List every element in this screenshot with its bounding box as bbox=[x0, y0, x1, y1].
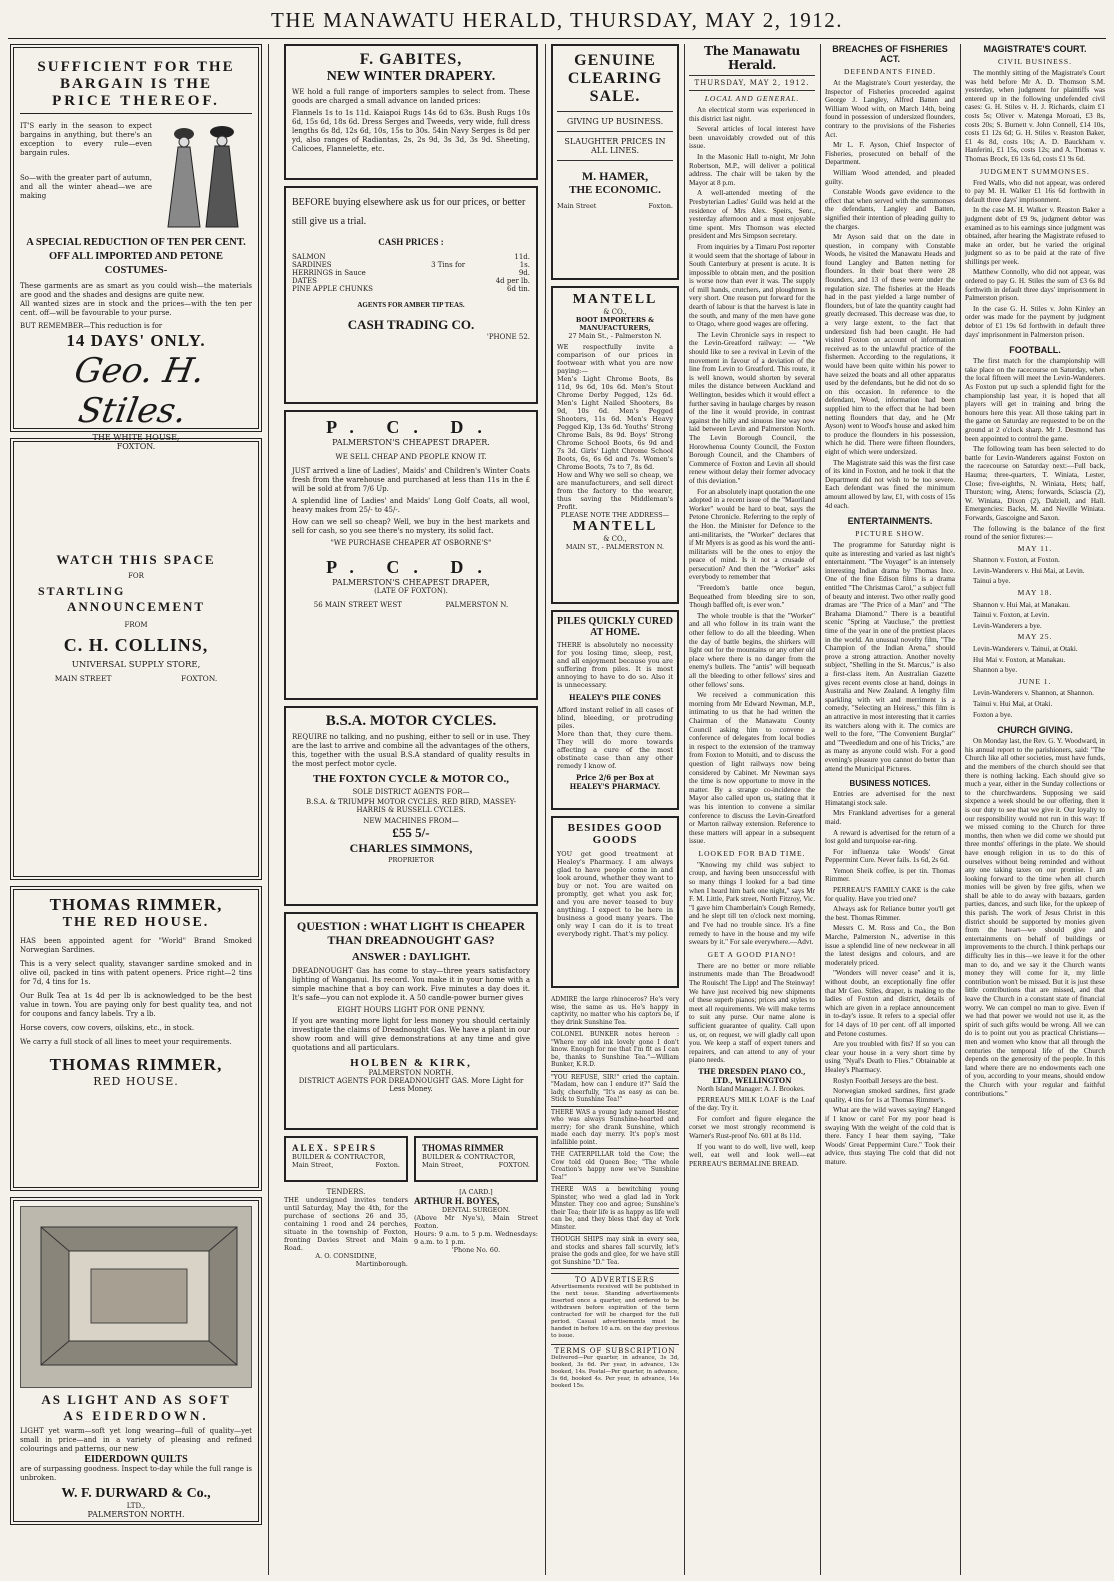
section-subheading: DEFENDANTS FINED. bbox=[844, 67, 936, 76]
football-article bbox=[965, 357, 1105, 541]
advert-text: YOU get good treatment at Healey's Pharmacy. I am always glad to have people come in and look around, whether they want to buy or not. You are waited on promptly, get what you ask for, and you are never teased to buy anything. I expect to be here in business a good many years. The only way I can do it is to treat everybody right. That's my policy. bbox=[557, 850, 673, 938]
article-paragraph: Roslyn Football Jerseys are the best. bbox=[833, 1076, 939, 1085]
fixture-date: MAY 11. bbox=[1017, 543, 1053, 553]
sunshine-tea-advert: THOUGH SHIPS may sink in every sea, and stocks and shares fall scurvily, let's praise the gods and glee, for we have still got Sunshine "D." Tea. bbox=[551, 1234, 679, 1269]
headline: GENUINE bbox=[574, 52, 656, 69]
price: Price 2/6 per Box at HEALEY'S PHARMACY. bbox=[569, 773, 661, 791]
advert-text: BEFORE buying elsewhere ask us for our prices, or better still give us a trial. bbox=[292, 197, 526, 227]
advert-text: PLEASE NOTE THE ADDRESS— bbox=[560, 511, 670, 519]
store-town: FOXTON. bbox=[181, 674, 218, 683]
section-heading: FOOTBALL. bbox=[1009, 345, 1061, 356]
advert-text: HAS been appointed agent for "World" Brand Smoked Norwegian Sardines. bbox=[20, 937, 252, 954]
article-paragraph: For an absolutely inapt quotation the one adopted in a recent issue of the "Maoriland Worker" would be hard to beat, says the Petone Chronicle. Referring to the reply of the Hon. the Minister for Defence to the anti-militarists, the "Worker" declares that if Mr Myers is as good as his word the anti-militarists will be the ones to enjoy the peace of mind. Is it not a crusade of persecution? And then the "Worker" asks everybody to remember that bbox=[689, 487, 815, 582]
dreadnought-gas-advert bbox=[284, 912, 538, 1130]
item-price: 1s. bbox=[519, 261, 530, 269]
notice-heading: TO ADVERTISERS bbox=[551, 1273, 679, 1284]
merchant-name: THOMAS RIMMER bbox=[422, 1143, 504, 1153]
mantell-advert bbox=[551, 286, 679, 604]
section-subheading: PICTURE SHOW. bbox=[855, 529, 925, 539]
price-list bbox=[292, 253, 530, 293]
article-paragraph: In the case G. H. Stiles v. John Kinley an order was made for the payment by judgment debtor of £1 19s 6d forthwith in default three days' imprisonment in Palmerston prison. bbox=[965, 304, 1105, 339]
store-town: PALMERSTON NORTH. bbox=[368, 1069, 454, 1077]
item-price: 11d. bbox=[514, 253, 530, 261]
advert-text: WE hold a full range of importers samples to select from. These goods are charged a small advance on landed prices: bbox=[292, 88, 530, 105]
item-price: 4d per lb. bbox=[495, 277, 530, 285]
headline: B.S.A. MOTOR CYCLES. bbox=[325, 713, 497, 729]
fixture-game: Tainui v. Foxton, at Levin. bbox=[973, 611, 1050, 620]
article-paragraph: At the Magistrate's Court yesterday, the Inspector of Fisheries proceeded against George J. Langley, Alfred Batten and William Wood with, on March 14th, being found in possession of undersized flounders, contrary to the provisions of the Fisheries Act. bbox=[825, 79, 955, 139]
item-name: SARDINES bbox=[292, 261, 332, 269]
bsa-advert bbox=[284, 706, 538, 906]
article-paragraph: The following team has been selected to do battle for Levin-Wanderers against Foxton on the racecourse on Saturday next:—Full back, Hauma; three-quarters, T. Winiata, Lester, Close; five-eighths, N. Winiata, Hets; half, Thurston; wing, Atens; forwards, Sciascia (2), W. Winiata, Dixon (2), Dalziell, and Hall. Emergencies: Backs, M. and Neville Winiata. Forwards, Gascoigne and Saxon. bbox=[965, 445, 1105, 522]
price-row bbox=[292, 269, 530, 277]
sunshine-tea-adverts bbox=[551, 994, 679, 1269]
merchant-name: THOMAS RIMMER, bbox=[49, 1055, 223, 1074]
product-name: EIDERDOWN QUILTS bbox=[84, 1454, 188, 1465]
column-5 bbox=[825, 44, 955, 1575]
advert-text: DENTAL SURGEON. bbox=[441, 1206, 511, 1214]
store-street: Main Street bbox=[557, 202, 597, 210]
fixture-game: Levin-Wanderers a bye. bbox=[973, 621, 1042, 630]
boyes-card bbox=[414, 1188, 538, 1268]
store-street: MAIN ST., - PALMERSTON N. bbox=[565, 543, 665, 551]
durward-advert bbox=[10, 1197, 262, 1525]
column-divider bbox=[545, 44, 546, 1575]
column-divider bbox=[960, 44, 961, 1575]
headline: STARTLING bbox=[38, 584, 126, 598]
signatory-town: Martinborough. bbox=[355, 1260, 408, 1268]
advert-text: Flannels 1s to 1s 11d. Kaiapoi Rugs 14s 6d to 63s. Bush Rugs 10s 6d, 15s 6d, 18s 6d. Dress Serges and Tweeds, very wide, full dress lengths 6s 8d, 12s 6d, 10s, 15s to 30s. 54in Navy Serges is 8d per yd, also ranges of Radiantas, 2s, 2s 9d, 3s 3d, 3s 9d. Sheeting, Calicoes, Flannelette, etc. bbox=[292, 109, 530, 153]
advert-text: DREADNOUGHT Gas has come to stay—three years satisfactory lighting of Wanganui. Its record. You make it in your home with a simple machine that a boy can work. Five minutes a day does it. It's safe—you can not explode it. A 50 candle-power burner gives bbox=[292, 967, 530, 1002]
store-name: RED HOUSE. bbox=[93, 1075, 179, 1088]
article-paragraph: Entries are advertised for the next Himatangi stock sale. bbox=[825, 790, 955, 807]
store-town: PALMERSTON N. bbox=[445, 601, 509, 609]
article-paragraph: Messrs C. M. Ross and Co., the Bon Marche, Palmerston N., advertise in this issue a splendid line of new neckwear in all the latest designs and colours, and are moderately priced. bbox=[825, 924, 955, 967]
headline: BESIDES GOOD GOODS bbox=[567, 822, 663, 846]
article-paragraph: Matthew Connolly, who did not appear, was ordered to pay G. H. Stiles the sum of £3 6s 8d forthwith in default three days' imprisonment in Palmerston prison. bbox=[965, 268, 1105, 303]
article-paragraph: We received a communication this morning from Mr Edward Newman, M.P., intimating to us that he had written the Chairman of the Manawatu County Council asking him to convene a conference of delegates from local bodies in respect to the extension of the tramway from Foxton to Motuiti, and to discuss the question of light railways now being considered by Cabinet. Mr Newman says the time is now opportune to move in the matter. By a strange co-incidence the Mayor also called upon us, stating that it was his intention to convene a similar conference to discuss the Levin-Greatford or Marton railway extension. Reference to these matters will appear in a subsequent issue. bbox=[689, 691, 815, 846]
advert-text: BOOT IMPORTERS & MANUFACTURERS, bbox=[575, 316, 655, 332]
article-paragraph: Constable Woods gave evidence to the effect that when served with the summonses the defendants, Langley and Batten, signified their intention of pleading guilty to the charges. bbox=[825, 188, 955, 231]
healey-piles-advert bbox=[551, 610, 679, 810]
advert-text: A splendid line of Ladies' and Maids' Long Golf Coats, all wool, heavy makes from 25/- to 45/-. bbox=[292, 497, 530, 514]
advert-text: PALMERSTON'S CHEAPEST DRAPER, bbox=[332, 578, 490, 587]
section-heading: GET A GOOD PIANO! bbox=[707, 949, 797, 959]
price-row bbox=[292, 253, 530, 261]
column-2 bbox=[284, 44, 538, 1575]
article-paragraph: A reward is advertised for the return of a lost gold and turquoise ear-ring. bbox=[825, 828, 955, 846]
article-paragraph: For influenza take Woods' Great Peppermint Cure. Never fails. 1s 6d, 2s 6d. bbox=[825, 847, 955, 865]
article-paragraph: What are the wild waves saying? Hanged if I know or care! For my poor head is swaying With the weight of the cold that is there. Fancy I hear them saying, "Take Woods' Great Peppermint Cure." Took their advice, thus staying The cold that did not mature. bbox=[825, 1106, 955, 1166]
merchant-name: P. C. D. bbox=[326, 417, 496, 437]
advert-text: B.S.A. & TRIUMPH MOTOR CYCLES. RED BIRD, MASSEY-HARRIS & RUSSELL CYCLES. bbox=[306, 798, 516, 814]
advert-text: (LATE OF FOXTON). bbox=[374, 587, 448, 595]
offer-duration: 14 DAYS' ONLY. bbox=[66, 331, 206, 350]
advert-text: Afford instant relief in all cases of blind, bleeding, or protruding piles. bbox=[557, 706, 673, 730]
headline: SALE. bbox=[589, 88, 641, 105]
masthead: THE MANAWATU HERALD, THURSDAY, MAY 2, 1912. bbox=[271, 8, 843, 32]
notice-text: Advertisements received will be published in the next issue. Standing advertisements inserted once a quarter, and ordered to be withdrawn before expiration of the term contracted for will be charged for the full period. Casual advertisements must be handed in before 10 a.m. on the day previous to issue. bbox=[551, 1284, 679, 1339]
fixture-date: MAY 25. bbox=[1017, 632, 1053, 642]
merchant-name: P. C. D. bbox=[326, 557, 496, 577]
headline: AS EIDERDOWN. bbox=[63, 1408, 209, 1423]
merchant-name: M. HAMER, bbox=[581, 169, 649, 183]
merchant-name: F. GABITES, bbox=[359, 51, 463, 68]
fixture-date: MAY 18. bbox=[1017, 588, 1053, 598]
section-subheading: CIVIL BUSINESS. bbox=[998, 57, 1072, 66]
item-quantity bbox=[421, 277, 475, 285]
advert-text: WE respectfully invite a comparison of our prices in footwear with what you are now paying:— bbox=[557, 343, 673, 375]
article-paragraph: Yemon Sheik coffee, is per tin. Thomas Rimmer. bbox=[825, 866, 955, 884]
price-row bbox=[292, 261, 530, 269]
notice-text: Delivered—Per quarter, in advance, 3s 3d, booked, 3s 6d. Per year, in advance, 13s booked, 14s. Postal—Per quarter, in advance, 3s 6d, booked 4s. Per year, in advance, 14s booked 15s. bbox=[551, 1355, 679, 1389]
section-heading: MAGISTRATE'S COURT. bbox=[983, 44, 1087, 54]
headline: NEW WINTER DRAPERY. bbox=[326, 69, 496, 84]
advert-text: FROM bbox=[124, 621, 148, 629]
headline: SUFFICIENT FOR THE bbox=[37, 59, 235, 75]
sunshine-tea-advert: ADMIRE the large rhinoceros? He's very wise, the same as us. He's happy in captivity, no matter who his captors be, if they drink Sunshine Tea. bbox=[551, 994, 679, 1029]
fixture-date: JUNE 1. bbox=[1018, 676, 1052, 686]
advert-text: GIVING UP BUSINESS. bbox=[566, 117, 664, 126]
judgment-summonses bbox=[965, 179, 1105, 340]
article-paragraph: Mrs Frankland advertises for a general maid. bbox=[825, 809, 955, 826]
sunshine-tea-advert: THE CATERPILLAR told the Cow; the Cow told old Queen Bee; "The whole Creation's happy now we've Sunshine Tea!" bbox=[551, 1149, 679, 1184]
article-paragraph: The first match for the championship will take place on the racecourse on Saturday, when the local fifteen will meet the Levin-Wanderers. As Foxton put up such a splendid fight for the championship last year, it is hoped that all players will get in training and bring the honours here this year. All those taking part in the game on Saturday are requested to be on the ground at 2 o'clock sharp. Mr J. Desmond has been appointed to control the game. bbox=[965, 357, 1105, 443]
advert-text: BUILDER & CONTRACTOR, bbox=[292, 1153, 386, 1161]
fixture-game: Hui Mai v. Foxton, at Manakau. bbox=[973, 655, 1066, 664]
price-row bbox=[292, 277, 530, 285]
column-4 bbox=[689, 44, 815, 1575]
price-row bbox=[292, 285, 530, 293]
merchant-name: MANTELL bbox=[572, 292, 658, 307]
offer-headline: A SPECIAL REDUCTION OF TEN PER CENT. OFF ALL IMPORTED AND PETONE COSTUMES- bbox=[26, 237, 246, 276]
advert-text: We carry a full stock of all lines to meet your requirements. bbox=[20, 1038, 232, 1046]
advert-text: NEW MACHINES FROM— bbox=[363, 817, 459, 825]
article-paragraph: The programme for Saturday night is quite as interesting and varied as last night's entertainment. "The Voyager" is an intensely interesting Indian drama by Thomas Ince. One of the fine Edison films is a drama entitled "The Christmas Carol," a subject full of beauty and interest. Two other really good dramas are "The Price of a Man" and "The Brahama Diamond." There is a beautiful scenic "Spring at Vaucluse," the prettiest time of the year in one of the prettiest places in the world. An unusual novelty film, "The Champion of the Indian Arena," should prove a strong attraction. Another novelty subject, "Shelling in the St. Marcus," is also a first-class item. An Australian Gazette gives recent events close at hand, doings in Australia and New Zealand. A lengthy film sparkling with wit and merriment is a comedy, "Selecting an Heiress," this film is an attractive in most interesting that it carries its watchers along with it. The comics are well to the fore, "The Convenient Burglar" and "Tweedledum and one of his Tricks," are as many as anyone could wish. For a good evening's pleasure you cannot do better than attend the Municipal Pictures. bbox=[825, 541, 955, 773]
advert-text: are of surpassing goodness. Inspect to-day while the full range is unbroken. bbox=[20, 1465, 252, 1482]
headline: AS LIGHT AND AS SOFT bbox=[41, 1392, 231, 1407]
headline: CLEARING bbox=[567, 70, 663, 87]
tagline: "WE PURCHASE CHEAPER AT OSBORNE'S" bbox=[330, 539, 492, 547]
column-1 bbox=[10, 44, 262, 1575]
fixture-game: Shannon v. Hui Mai, at Manakau. bbox=[973, 600, 1070, 609]
subscription-notice bbox=[551, 1344, 679, 1390]
headline: PILES QUICKLY CURED AT HOME. bbox=[557, 616, 673, 638]
column-divider bbox=[684, 44, 685, 1575]
cash-trading-advert bbox=[284, 186, 538, 404]
fixture-game: Levin-Wanderers v. Hui Mai, at Levin. bbox=[973, 566, 1085, 575]
eiderdown-illustration bbox=[20, 1206, 252, 1388]
advert-text: SLAUGHTER PRICES IN ALL LINES. bbox=[564, 137, 666, 155]
store-street: Main Street, bbox=[292, 1161, 334, 1169]
article-paragraph: Fred Walls, who did not appear, was ordered to pay M. H. Walker £1 16s 6d forthwith in default three days' imprisonment. bbox=[965, 178, 1105, 204]
store-town: FOXTON. bbox=[498, 1161, 530, 1169]
advert-text: More than that, they cure them. They will do more towards affecting a cure of the most obstinate case than any other remedy I know of. bbox=[557, 730, 673, 770]
notice-text: THE undersigned invites tenders until Saturday, May the 4th, for the purchase of sections 26 and 35, containing 1 rood and 24 perches, situate in the township of Foxton, fronting Davies Street and Main Road. bbox=[284, 1196, 408, 1252]
advert-text: LIGHT yet warm—soft yet long wearing—full of quality—yet small in price—and in a variety of pleasing and refined colourings and patterns, our new bbox=[20, 1427, 252, 1453]
product-name: HEALEY'S PILE CONES bbox=[569, 693, 661, 702]
advert-text: & CO., bbox=[603, 308, 627, 316]
article-paragraph: The whole trouble is that the "Worker" and all who follow in its train want the other fellow to do all the bleeding. When the day of battle begins, the shirkers will light out for the mountains or any other old place where there is no danger from the enemy's bullets. The "antis" will bequeath all the bleeding to other fellows' sires and other fellows' sons. bbox=[689, 611, 815, 689]
merchant-name: THE FOXTON CYCLE & MOTOR CO., bbox=[312, 773, 510, 785]
advert-text: IT'S early in the season to expect bargains in anything, but there's an exception to every rule—even bargain rules. bbox=[20, 122, 152, 157]
article-paragraph: On Monday last, the Rev. G. Y. Woodward, in his annual report to the parishioners, said: "The Church like all other societies, must have funds, and the members of the church should see that there is nothing lacking. Each should give so much a year, either in the Sunday collections or to the churchwardens. Supposing we said sixpence a week should be our offering, then it is our duty to see that we give it. Our loyalty to our responsibility would not run in this way: If we missed coming to the Church for three months, then when we did come we should put three months' offerings in the plate. We should have enough religion in us to do this of ourselves without being reminded and without any one taking taxes on our promise. I am looking forward to the time when all church monies will be given by free gifts, when we shall be able to do away with bazaars, garden parties, dances, and such like, for the upkeep of this parish. The work of Jesus Christ in this district should be supported by monies given from the heart—we should give and entertainments on behalf of buildings or improvements to the church. I think perhaps our difficulty lies in this—we leave it for the other man to do, and we say it the Church wants money they will come for it, my little contribution won't be missed. But it is just these little contributions that are missed, and that leave the Church in a constant state of financial worry. We can compel no man to give. Even if we had that power we would not use it, as the spirit of such gifts would be wrong. All we can do is to point out you as practical Christians—men and women who know that all through the centuries the temporal life of the Church depends on the generosity of the people. In this land where there are no endowments each one of you, according to your means, should endow the Church with your regular and faithful contributions." bbox=[965, 737, 1105, 1098]
item-name: SALMON bbox=[292, 253, 326, 261]
newspaper-title: The Manawatu Herald. bbox=[704, 44, 800, 72]
merchant-name: CASH TRADING CO. bbox=[347, 317, 475, 332]
rimmer-builder-card bbox=[414, 1136, 538, 1182]
fixture-game: Levin-Wanderers v. Tainui, at Otaki. bbox=[973, 645, 1078, 654]
article-paragraph: PERREAU'S FAMILY CAKE is the cake for quality. Have you tried one? bbox=[825, 886, 955, 903]
advert-text: If you are wanting more light for less money you should certainly investigate the claims of Dreadnought Gas. We have a plant in our show room and will give demonstrations at any time and give quotations and all particulars. bbox=[292, 1017, 530, 1052]
fixture-game: Levin-Wanderers v. Shannon, at Shannon. bbox=[973, 689, 1094, 698]
store-town: Foxton. bbox=[648, 202, 673, 210]
price: £55 5/- bbox=[392, 825, 430, 840]
business-notices bbox=[825, 790, 955, 1166]
fixture-game: Shannon a bye. bbox=[973, 666, 1018, 675]
article-paragraph: From inquiries by a Timaru Post reporter it would seem that the shortage of labour in South Canterbury at present is acute. It is impossible to obtain men, and the position is worse now than ever it was. The supply of mill hands, crutchers, and ploughmen is very short. One reason put forward for the dearth of labour is that the harvest is late in the south, and many of the men have gone to Otago, where good wages are offering. bbox=[689, 242, 815, 329]
advert-text: FOR bbox=[128, 572, 144, 580]
item-quantity bbox=[421, 253, 475, 261]
advert-text: SOLE DISTRICT AGENTS FOR— bbox=[352, 788, 470, 796]
item-name: PINE APPLE CHUNKS bbox=[292, 285, 373, 293]
column-divider bbox=[268, 44, 269, 1575]
item-price: 6d tin. bbox=[507, 285, 530, 293]
article-paragraph: Are you troubled with fits? If so you can clear your house in a very short time by using "Nyal's Death to Flies." Obtainable at Healey's Pharmacy. bbox=[825, 1040, 955, 1074]
section-heading: ENTERTAINMENTS. bbox=[847, 516, 933, 527]
fisheries-article bbox=[825, 79, 955, 510]
advert-text: Horse covers, cow covers, oilskins, etc., in stock. bbox=[20, 1024, 195, 1032]
store-street: (Above Mr Nye's), Main Street Foxton. bbox=[414, 1214, 538, 1230]
advert-text: DISTRICT AGENTS FOR DREADNOUGHT GAS. More Light for Less Money. bbox=[298, 1077, 524, 1093]
section-heading: BREACHES OF FISHERIES ACT. bbox=[832, 44, 948, 64]
headline: PRICE THEREOF. bbox=[20, 93, 252, 114]
item-price: 9d. bbox=[518, 269, 530, 277]
article-paragraph: Mr Ayson said that on the date in question, in company with Constable Woods, he visited the Manawatu Heads and found Langley and Batten netting for flounders. In their boat there were 28 flounders, and 13 of these were under the regulation size. The fisheries at the Heads had in the past yielded a large number of flounders, but of late the quantity caught had greatly decreased. This decrease was due, to a very large extent, to the fact that undersized fish had been caught. He had visited Foxton on account of information received as to the unlawful practice of the fishermen. According to the regulations, it would have been quite within his power to have seized the boats and all other apparatus used by the defendants, but he did not do so on this occasion. In reference to the defendant, Wood, information had been supplied him to the effect that he had been netting flounders that day, and he (Mr Ayson) went to Wood's house and asked him to produce the flounders in his possession, which he did. There were fifteen flounders, eight of which were undersized. bbox=[825, 233, 955, 456]
store-town: PALMERSTON NORTH. bbox=[87, 1510, 185, 1519]
gabites-advert bbox=[284, 44, 538, 180]
advert-text: BUT REMEMBER—This reduction is for bbox=[20, 322, 163, 330]
store-name: THE ECONOMIC. bbox=[569, 184, 661, 196]
tagline: WE SELL CHEAP AND PEOPLE KNOW IT. bbox=[335, 453, 487, 461]
costume-illustration bbox=[152, 122, 252, 232]
headline: ANSWER : DAYLIGHT. bbox=[351, 951, 471, 963]
section-heading: LOCAL AND GENERAL. bbox=[704, 94, 800, 103]
article-paragraph: There are no better or more reliable instruments made than The Broadwood! The Rouisch! The Lipp! and The Steinway! We have just received big new shipments of these superb pianos; prices and styles to meet all requirements. We will make terms to suit any purse. Our name alone is sufficient guarantee of quality. Call upon us, or, on request, we will gladly call upon you. We keep a staff of expert tuners and repairers, and can attend to any of your piano needs. bbox=[689, 961, 815, 1065]
advert-text: AGENTS FOR AMBER TIP TEAS. bbox=[357, 301, 465, 309]
advert-text: This is a very select quality, stavanger sardine smoked and in olive oil, packed in tins with patent openers. Price right—2 tins for 7d, 4 tins for 1s. bbox=[20, 960, 252, 986]
advert-text: LTD., bbox=[126, 1502, 146, 1510]
store-name: THE RED HOUSE. bbox=[62, 915, 210, 930]
article-paragraph: North Island Manager: A. J. Brookes. bbox=[697, 1084, 805, 1093]
rimmer-advert bbox=[10, 886, 262, 1191]
notice-heading: TENDERS. bbox=[326, 1188, 366, 1196]
advert-text: All wanted sizes are in stock and the prices—with the ten per cent. off—will be favourable to your purse. bbox=[20, 300, 252, 317]
sunshine-tea-advert: "YOU REFUSE, SIR!" cried the captain. "Madam, how can I endure it?" Said the lady, cheerfully, "It's as easy as can be. Stick to Sunshine Tea!" bbox=[551, 1072, 679, 1107]
article-paragraph: In the case M. H. Walker v. Reaston Baker a judgment debt of £9 9s, judgment debtor was examined as to his earnings since judgment was obtained, after hearing the Magistrate refused to make an order, but he varied the original judgment so as to be paid at the rate of five shillings per week. bbox=[965, 206, 1105, 266]
item-name: DATES bbox=[292, 277, 317, 285]
store-town: FOXTON. bbox=[116, 442, 156, 451]
store-street: Main Street, bbox=[422, 1161, 464, 1169]
advert-text: BUILDER & CONTRACTOR, bbox=[422, 1153, 516, 1161]
merchant-name: THOMAS RIMMER, bbox=[49, 895, 223, 914]
store-name: UNIVERSAL SUPPLY STORE, bbox=[71, 660, 201, 670]
pcd-advert bbox=[284, 410, 538, 700]
masthead-rule bbox=[8, 38, 1106, 39]
merchant-name: W. F. DURWARD & Co., bbox=[61, 1486, 211, 1501]
article-paragraph: "Freedom's battle once begun, Bequeathed from bleeding sire to son, Though baffled oft, is ever won." bbox=[689, 584, 815, 610]
merchant-name: MANTELL bbox=[572, 519, 658, 534]
merchant-name: HOLBEN & KIRK, bbox=[350, 1057, 472, 1069]
advert-text: PROPRIETOR bbox=[388, 856, 434, 864]
article-paragraph: The following is the balance of the first round of the senior fixtures:— bbox=[965, 524, 1105, 542]
advert-text: How and Why we sell so cheap, we are manufacturers, and sell direct from the factory to the wearer, thus saving the Middleman's Profit. bbox=[557, 471, 673, 511]
sunshine-tea-advert: THERE WAS a young lady named Hester, who was always Sunshine-hearted and merry; for she drank Sunshine, which made each day merry. It's pop's most infallible point. bbox=[551, 1107, 679, 1150]
article-paragraph: "Wonders will never cease" and it is, without doubt, an exceptionally fine offer that Mr Geo. Stiles, draper, is making to the ladies of Foxton and district, details of which are given in a replace announcement in to-day's issue. It refers to a special offer for 14 days of 10 per cent. off all imported and Petone costumes. bbox=[825, 969, 955, 1038]
local-news bbox=[689, 106, 815, 846]
advert-text: [A CARD.] bbox=[459, 1188, 493, 1196]
section-heading: CHURCH GIVING. bbox=[997, 725, 1073, 736]
advert-text: & CO., bbox=[603, 535, 627, 543]
merchant-name: ALEX. SPEIRS bbox=[292, 1143, 378, 1153]
hamer-advert bbox=[551, 44, 679, 280]
article-paragraph: A well-attended meeting of the Presbyterian Ladies' Guild was held at the residence of Mrs Alex. Speirs, Senr., yesterday afternoon and a most enjoyable time spent. Mrs Thomson was elected president and Mrs Simpson secretary. bbox=[689, 189, 815, 241]
phone-number: 'Phone No. 60. bbox=[451, 1246, 501, 1254]
item-quantity bbox=[421, 285, 475, 293]
merchant-name: ARTHUR H. BOYES, bbox=[414, 1196, 500, 1206]
collins-advert bbox=[10, 438, 262, 880]
stiles-advert bbox=[10, 44, 262, 451]
article-paragraph: Several articles of local interest have been unavoidably crowded out of this issue. bbox=[689, 125, 815, 151]
column-6 bbox=[965, 44, 1105, 1575]
article-paragraph: William Wood attended, and pleaded guilty. bbox=[825, 168, 955, 186]
column-divider bbox=[820, 44, 821, 1575]
advert-text: REQUIRE no talking, and no pushing, either to sell or in use. They are the last to arrive and combine all the advantages of the others, this, together with the usual B.S.A standard of quality results in the most perfect motor cycle. bbox=[292, 733, 530, 768]
section-subheading: JUDGMENT SUMMONSES. bbox=[980, 166, 1090, 176]
item-quantity: 3 Tins for bbox=[431, 261, 466, 269]
phone-number: 'PHONE 52. bbox=[486, 333, 530, 341]
store-name: THE WHITE HOUSE, bbox=[92, 433, 180, 442]
sunshine-tea-advert: COLONEL BUNKER notes hereon : "Where my old ink lovely gone I don't know. Enough for me that I'm fit as I can be, thanks to Sunshine Tea."—William Bunker, K.R.D. bbox=[551, 1029, 679, 1072]
article-paragraph: "Knowing my child was subject to croup, and having been unsuccessful with so many things I looked for a bad time when I heard him bark one night," says Mr F. M. Little, Park street, North Fitzroy, Vic. "I gave him Chamberlain's Cough Remedy, and he slept till ten o'clock next morning, and I've had no trouble since. It's a fine remedy to have in the house and my wife swears by it." For sale everywhere.—Advt. bbox=[689, 860, 815, 947]
healey-goods-advert bbox=[551, 816, 679, 988]
issue-date: THURSDAY, MAY 2, 1912. bbox=[694, 79, 810, 87]
signature: Geo. H. Stiles. bbox=[71, 351, 208, 431]
article-paragraph: Always ask for Reliance butter you'll get the best. Thomas Rimmer. bbox=[825, 905, 955, 922]
article-paragraph: The Magistrate said this was the first case of its kind in Foxton, and he took it that the Department did not wish to be too severe. Each defendant was fined the minimum amount allowed by law, £1, with costs of 15s 4d each. bbox=[825, 458, 955, 510]
advert-text: So—with the greater part of autumn, and all the winter ahead—we are making bbox=[20, 174, 152, 200]
article-paragraph: Mr L. F. Ayson, Chief Inspector of Fisheries, prosecuted on behalf of the Department. bbox=[825, 141, 955, 167]
article-paragraph: For comfort and figure elegance the corset we most strongly recommend is Warner's Rust-proof No. 601 at 8s 11d. bbox=[689, 1114, 815, 1140]
advert-text: THERE is absolutely no necessity for you losing time, sleep, rest, and all enjoyment because you are suffering from piles. It is most annoying to have to do so. Also it is unnecessary. bbox=[557, 641, 673, 689]
article-paragraph: In the Masonic Hall to-night, Mr John Robertson, M.P., will deliver a political address. The chair will be taken by the Mayor at 8 p.m. bbox=[689, 152, 815, 187]
column-3 bbox=[551, 44, 679, 1575]
item-name: HERRINGS in Sauce bbox=[292, 269, 366, 277]
headline: QUESTION : WHAT LIGHT IS CHEAPER THAN DREADNOUGHT GAS? bbox=[296, 919, 526, 947]
advert-text: Men's Light Chrome Boots, 8s 11d, 9s 6d, 10s 6d. Men's Stout Chrome Derby Pegged, 12s 6d. Men's Light Nailed Shooters, 8s 9d, 10s 6d. Men's Pegged Shooters, 11s 6d. Men's Heavy Pegged Kip, 13s 6d. Youths' Strong Chrome Bals, 8s 9d. Boys' Strong Chrome School Boots, 6s 9d and 7s 3d. Girls' Light Chrome School Boots, 6s, 6s 6d and 7s. Women's Chrome Boots, 7s to 7, 8s 6d. bbox=[557, 375, 673, 471]
store-town: Foxton. bbox=[375, 1161, 400, 1169]
signatory: A. O. CONSIDINE, bbox=[315, 1252, 377, 1260]
headline: WATCH THIS SPACE bbox=[56, 552, 216, 567]
speirs-card bbox=[284, 1136, 408, 1182]
advert-text: How can we sell so cheap? Well, we buy in the best markets and sell for cash, so you see there's no mystery, its solid fact. bbox=[292, 518, 530, 535]
headline: ANNOUNCEMENT bbox=[66, 599, 206, 614]
fixture-list bbox=[965, 545, 1105, 720]
price-list-heading: CASH PRICES : bbox=[378, 237, 444, 247]
article-paragraph: If you want to do well, live well, keep well, eat well and look well—eat PERREAU'S BERMALINE BREAD. bbox=[689, 1142, 815, 1168]
item-quantity bbox=[421, 269, 475, 277]
store-street: MAIN STREET bbox=[54, 674, 112, 683]
article-paragraph: The monthly sitting of the Magistrate's Court was held before Mr A. D. Thomson S.M. yesterday, when judgment for plaintiffs was entered up in the following undefended civil cases: G. H. Stiles v. H. J. Richards, claim £1 costs 5s; Oliver v. Matenga Moroati, £3 8s, costs 20s; S. Burnett v. John Connell, £14 10s, costs £1 12s 6d; G. H. Stiles v. Reaston Baker, £1 4s 8d, costs 10s; A. D. Bauckham v. Hanferini, £1 15s, costs 12s; and A. Thomas v. Thomas Brock, £6 13s 6d, costs £1 9s 6d. bbox=[965, 69, 1105, 163]
article-paragraph: The Levin Chronicle says in respect to the Levin-Greatford railway: — "We should like to see a revival in Levin of the movement in favour of a deviation of the line from Levin to Greatford. This route, it is well known, would shorten by several miles the distance between Auckland and Wellington, besides which it would effect a further saving in haulage charges by reason of the line it would provide, in contrast against the hilly and sinuous line way now laid between Levin and Palmerston North. The Levin Borough Council, the Horowhenua County Council, the Foxton Borough Council, and the Chambers of Commerce of Foxton and Levin all should renew without delay their former advocacy of this deviation." bbox=[689, 330, 815, 485]
tenders-notice bbox=[284, 1188, 408, 1268]
article-paragraph: An electrical storm was experienced in this district last night. bbox=[689, 106, 815, 123]
headline: BARGAIN IS THE bbox=[60, 76, 212, 92]
fixture-game: Tainui a bye. bbox=[973, 577, 1011, 586]
advert-text: PALMERSTON'S CHEAPEST DRAPER. bbox=[332, 438, 490, 447]
fixture-game: Foxton a bye. bbox=[973, 710, 1013, 719]
advert-text: Our Bulk Tea at 1s 4d per lb is acknowledged to be the best value in town. You are paying only for best quality tea, and not for coupons and fancy labels. Try a lb. bbox=[20, 992, 252, 1018]
advert-text: JUST arrived a line of Ladies', Maids' and Children's Winter Coats fresh from the warehouse and purchased at less than 11s in the £ will be sold at from 7/6 Up. bbox=[292, 467, 530, 493]
advert-text: EIGHT HOURS LIGHT FOR ONE PENNY. bbox=[337, 1006, 485, 1014]
proprietor-name: CHARLES SIMMONS, bbox=[349, 841, 473, 855]
section-heading: LOOKED FOR BAD TIME. bbox=[698, 848, 806, 858]
notice-heading: TERMS OF SUBSCRIPTION bbox=[551, 1344, 679, 1355]
article-paragraph: Norwegian smoked sardines, first grade quality, 4 tins for 1s at Thomas Rimmer's. bbox=[825, 1087, 955, 1104]
advertisers-notice bbox=[551, 1273, 679, 1340]
opening-hours: Hours: 9 a.m. to 5 p.m. Wednesdays: 9 a.m. to 1 p.m. bbox=[414, 1230, 538, 1246]
fixture-game: Shannon v. Foxton, at Foxton. bbox=[973, 556, 1060, 565]
fixture-game: Tainui v. Hui Mai, at Otaki. bbox=[973, 700, 1053, 708]
merchant-name: THE DRESDEN PIANO CO., LTD., WELLINGTON bbox=[698, 1066, 806, 1085]
article-paragraph: PERREAU'S MILK LOAF is the Loaf of the day. Try it. bbox=[689, 1095, 815, 1113]
store-street: 56 MAIN STREET WEST bbox=[313, 601, 402, 609]
advert-text: These garments are as smart as you could wish—the materials are good and the shades and designs are quite new. bbox=[20, 282, 252, 299]
store-street: 27 Main St., - Palmerston N. bbox=[568, 332, 662, 340]
section-heading: BUSINESS NOTICES. bbox=[849, 779, 931, 789]
merchant-name: C. H. COLLINS, bbox=[63, 635, 209, 655]
sunshine-tea-advert: THERE WAS a bewitching young Spinster, who wed a glad lad in York Minster. They coo and agree; Sunshine's their Tea; their life is as happy as life well can be, and they bless that day at York Minster. bbox=[551, 1184, 679, 1234]
